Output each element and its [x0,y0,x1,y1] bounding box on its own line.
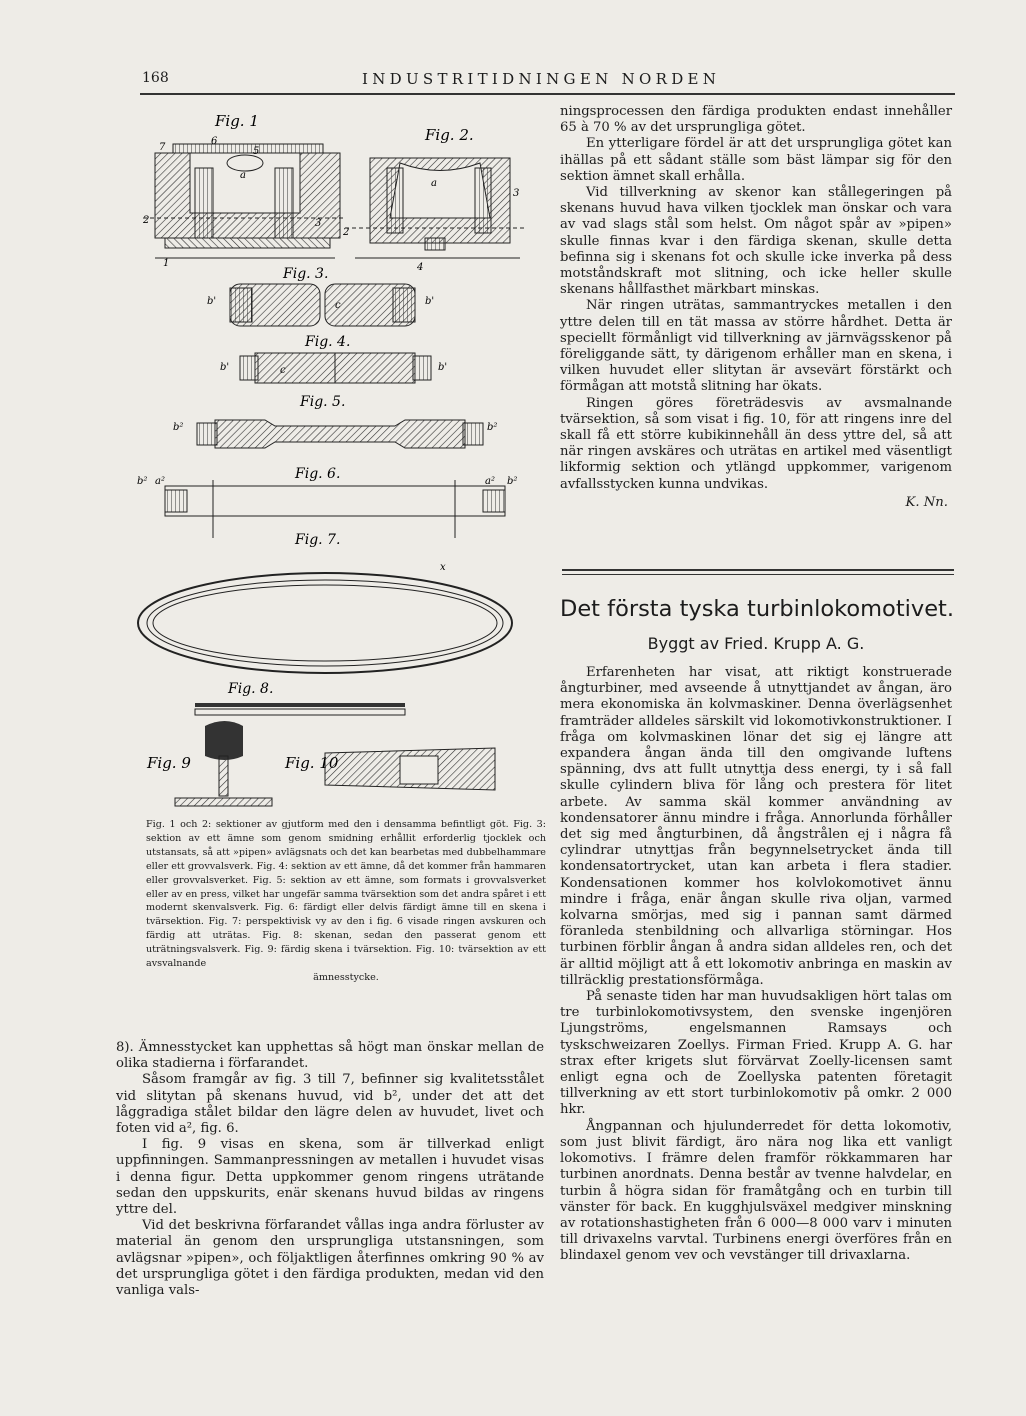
figure-caption-text: Fig. 1 och 2: sektioner av gjutform med den i densamma befintligt göt. Fig. 3: sektion av ett ämne som genom smidning erhållit erforderlig tjocklek och utstansats, så att »pipen» avlägsnats och det kan bearbetas med dubbelhammare eller ett grovvalsverk. Fig. 4: sektion av ett ämne, då det kommer från hammaren eller grovvalsverket. Fig. 5: sektion av ett ämne, som formats i grovvalsverket eller av en press, vilket har ungefär samma tvärsektion som det andra spåret i ett modernt skenvalsverk. Fig. 6: färdigt eller delvis färdigt ämne till en skena i tvärsektion. Fig. 7: perspektivisk vy av den i fig. 6 visade ringen avskuren och färdig att uträtas. Fig. 8: skenan, sedan den passerat genom ett uträtningsvalsverk. Fig. 9: färdig skena i tvärsektion. Fig. 10: tvärsektion av ett avsvalnande [146,819,546,970]
figure-8-label: Fig. 8. [228,681,274,697]
right-column-top-text [560,104,952,511]
figure-4-mark-b1-left: b' [220,362,230,373]
figure-5-mark-b2-right: b² [487,422,498,433]
figure-1-mould-section [142,112,345,269]
figure-caption [146,818,546,985]
article-subtitle: Byggt av Fried. Krupp A. G. [647,634,865,653]
figure-3-label: Fig. 3. [283,266,329,282]
figure-7-mark-x: x [440,562,446,573]
left-column-text [116,1040,544,1299]
figure-2-mould-section [342,126,527,273]
figure-2-mark-4: 4 [417,262,424,273]
figure-4-blank-section [220,334,447,383]
figure-5-label: Fig. 5. [300,394,346,410]
figure-1-mark-6: 6 [211,136,218,147]
figure-6-rail-blank [137,466,517,538]
figure-2-label: Fig. 2. [425,126,474,144]
left-paragraph-2: Såsom framgår av fig. 3 till 7, befinner sig kvalitetsstålet vid slitytan på skenans huvud, vid b², under det att det låggradiga stålet bildar den lägre delen av huvudet, livet och foten vid a², fig. 6. [116,1072,544,1137]
header-rule [140,93,955,95]
right-paragraph-2: En ytterligare fördel är att det ursprungliga götet kan ihällas på ett sådant ställe som bäst lämpar sig för den sektion ämnet skall erhålla. [560,136,952,184]
left-paragraph-1: 8). Ämnesstycket kan upphettas så högt man önskar mellan de olika stadierna i förfarandet. [116,1040,544,1072]
article-paragraph-2: På senaste tiden har man huvudsakligen hört talas om tre turbinlokomotivsystem, den svenske ingenjören Ljungströms, engelsmannen Ramsays och tyskschweizaren Zoellys. Firman Fried. Krupp A. G. har strax efter krigets slut förvärvat Zoelly-licensen samt enligt egna och de Zoellyska patenten företagit tillverkning av ett stort turbinlokomotiv på omkr. 2 000 hkr. [560,989,952,1118]
figure-4-mark-b1-right: b' [438,362,448,373]
page-number: 168 [142,70,169,86]
figure-7-label: Fig. 7. [295,532,341,548]
figure-2-mark-a: a [431,178,437,189]
figure-9-rail-section [146,721,272,806]
figure-4-label: Fig. 4. [305,334,351,350]
figure-2-mark-2: 2 [343,227,350,238]
figure-4-mark-c: c [280,365,286,376]
figure-2-mark-3: 3 [513,188,520,199]
right-paragraph-4: När ringen uträtas, sammantryckes metallen i den yttre delen till en tät massa av större hårdhet. Detta är speciellt förmånligt vid tillverkning av järnvägsskenor på föreliggande sätt, ty därigenom erhåller man en skena, i vilken huvudet eller slitytan är avsevärt förstärkt och förmågan att motstå slitning har ökats. [560,298,952,395]
article-body [560,665,952,1265]
figure-8-straightened-rail [195,681,405,715]
figure-3-mark-b1-right: b' [425,296,435,307]
figure-6-mark-b2-left: b² [137,476,148,487]
figure-3-blank-section [207,266,434,326]
article-title: Det första tyska turbinlokomotivet. [560,596,955,622]
figure-1-label: Fig. 1 [215,112,259,130]
author-signature: K. Nn. [905,494,948,510]
figure-7-ring-perspective [138,532,512,673]
figure-6-mark-a2-left: a² [155,476,165,487]
figure-1-mark-1: 1 [163,258,170,269]
right-paragraph-1: ningsprocessen den färdiga produkten endast innehåller 65 à 70 % av det ursprungliga götet. [560,104,952,136]
figure-illustrations [135,108,547,816]
figure-10-tapered-blank [284,748,495,790]
figure-1-mark-3: 3 [315,218,322,229]
article-divider [562,569,954,571]
article-paragraph-1: Erfarenheten har visat, att riktigt konstruerade ångturbiner, med avseende å utnyttjandet av ångan, äro mera ekonomiska än kolvmaskiner. Denna överlägsenhet framträder alldeles särskilt vid lokomotivkonstruktioner. I fråga om kolvmaskinen lönar det sig ej längre att expandera ångan ända till den omgivande luftens spänning, dvs att fullt utnyttja dess energi, ty i så fall skulle cylindern bliva för lång och prestera för litet arbete. Av samma skäl kommer användning av kondensatorer ännu mindre i fråga. Annorlunda förhåller det sig med ångturbinen, då ångstrålen ej i några få cylindrar utnyttjas från begynnelsetrycket ända till kondensatortrycket, utan kan arbeta i flera stadier. Kondensationen kommer hos kolvlokomotivet ännu mindre i fråga, enär ångan skulle riva oljan, varmed kolvarna smörjas, med sig i pannan samt därmed föranleda stenbildning och allvarliga störningar. Hos turbinen förblir ångan å andra sidan alldeles ren, och det är alltid möjligt att å ett lokomotiv anbringa en maskin av tillräcklig prestationsförmåga. [560,665,952,988]
article-paragraph-3: Ångpannan och hjulunderredet för detta lokomotiv, som just blivit färdigt, äro nära nog lika ett vanligt lokomotivs. I främre delen framför rökkammaren har turbinen anordnats. Denna består av tvenne halvdelar, en turbin å högra sidan för framåtgång och en turbin till vänster för back. En kugghjulsväxel medgiver minskning av rotationshastigheten från 6 000—8 000 varv i minuten till drivaxelns varvtal. Turbinens energi överföres från en blindaxel genom vev och vevstänger till drivaxlarna. [560,1118,952,1264]
left-paragraph-4: Vid det beskrivna förfarandet vållas inga andra förluster av material än genom den ursprungliga utstansningen, som avlägsnar »pipen», och följaktligen återfinnes omkring 90 % av det ursprungliga götet i den färdiga produkten, medan vid den vanliga vals- [116,1218,544,1299]
right-paragraph-3: Vid tillverkning av skenor kan stållegeringen på skenans huvud hava vilken tjocklek man önskar och vara av vad slags stål som helst. Om något spår av »pipen» skulle finnas kvar i den färdiga skenan, skulle detta befinna sig i skenans fot och skulle icke inverka på dess motståndskraft mot slitning, och icke heller skulle skenans hållfasthet märkbart minskas. [560,185,952,298]
left-paragraph-3: I fig. 9 visas en skena, som är tillverkad enligt uppfinningen. Sammanpressningen av metallen i huvudet visas i denna figur. Detta uppkommer genom ringens uträtande sedan den uppskurits, enär skenans huvud bildas av ringens yttre del. [116,1137,544,1218]
figure-1-mark-7: 7 [159,142,166,153]
journal-title: INDUSTRITIDNINGEN NORDEN [362,70,721,88]
article-divider-thin [562,574,954,575]
figure-6-mark-a2-right: a² [485,476,495,487]
figure-6-mark-b2-right: b² [507,476,518,487]
figure-9-label: Fig. 9 [147,754,191,772]
figure-5-blank-section [173,394,497,448]
figure-3-mark-c: c [335,300,341,311]
figure-3-mark-b1-left: b' [207,296,217,307]
figure-6-label: Fig. 6. [295,466,341,482]
figure-1-mark-a: a [240,170,246,181]
figure-5-mark-b2-left: b² [173,422,184,433]
figure-caption-last-line: ämnesstycke. [313,971,379,983]
right-paragraph-5: Ringen göres företrädesvis av avsmalnande tvärsektion, så som visat i fig. 10, för att ringens inre del skall få ett större kubikinnehåll än dess yttre del, så att när ringen avskäres och uträtas en artikel med väsentligt likformig sektion och ytlängd uppkommer, varigenom avfallsstycken kunna undvikas. [560,395,952,492]
figure-1-mark-5: 5 [253,146,260,157]
figure-1-mark-2: 2 [143,215,150,226]
figure-10-label: Fig. 10 [285,754,339,772]
